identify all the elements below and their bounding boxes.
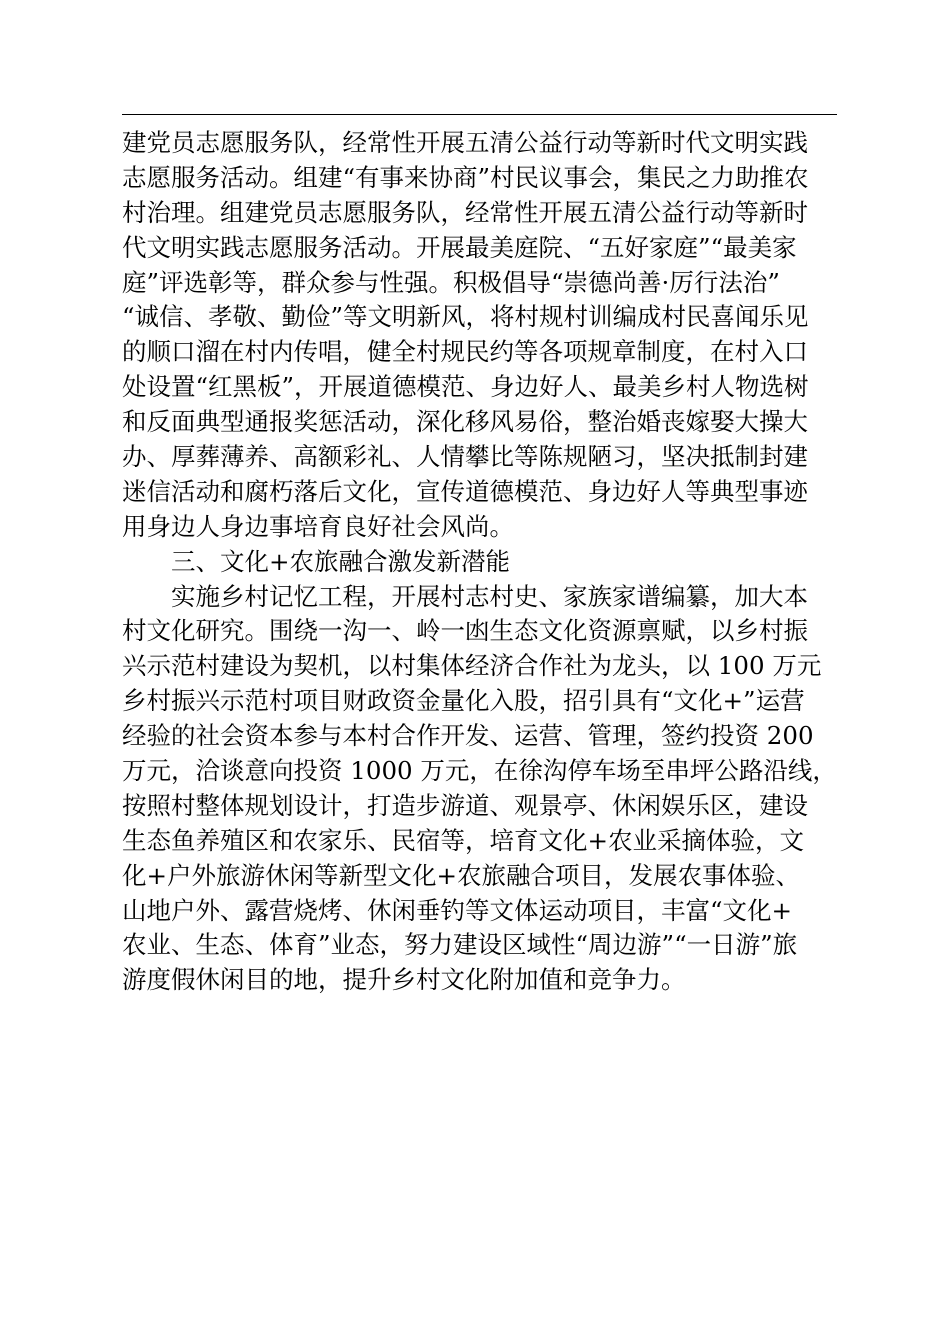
text-line: 代文明实践志愿服务活动。开展最美庭院、“五好家庭”“最美家 [122,232,797,262]
text-line: 山地户外、露营烧烤、休闲垂钓等文体运动项目，丰富“文化+ [122,895,793,925]
document-body [122,126,837,998]
paragraph-1 [122,126,837,545]
text-line: 志愿服务活动。组建“有事来协商”村民议事会，集民之力助推农 [122,162,809,192]
paragraph-2 [122,580,837,999]
text-line: 庭”评选彰等，群众参与性强。积极倡导“崇德尚善·厉行法治” [122,267,780,297]
text-line: 用身边人身边事培育良好社会风尚。 [122,511,514,541]
text-line: 经验的社会资本参与本村合作开发、运营、管理，签约投资 200 [122,721,814,751]
text-line: “诚信、孝敬、勤俭”等文明新风，将村规村训编成村民喜闻乐见 [122,302,809,332]
text-line: 的顺口溜在村内传唱，健全村规民约等各项规章制度，在村入口 [122,337,808,367]
text-line: 生态鱼养殖区和农家乐、民宿等，培育文化+农业采摘体验，文 [122,825,805,855]
text-line: 处设置“红黑板”，开展道德模范、身边好人、最美乡村人物选树 [122,372,809,402]
text-line: 按照村整体规划设计，打造步游道、观景亭、休闲娱乐区，建设 [122,790,808,820]
text-line: 万元，洽谈意向投资 1000 万元，在徐沟停车场至串坪公路沿线， [122,756,837,786]
header-rule [122,114,837,115]
text-line: 和反面典型通报奖惩活动，深化移风易俗，整治婚丧嫁娶大操大 [122,407,808,437]
text-line: 建党员志愿服务队，经常性开展五清公益行动等新时代文明实践 [122,128,808,157]
text-line: 迷信活动和腐朽落后文化，宣传道德模范、身边好人等典型事迹 [122,476,808,506]
section-heading: 三、文化+农旅融合激发新潜能 [171,546,511,576]
text-line: 乡村振兴示范村项目财政资金量化入股，招引具有“文化+”运营 [122,686,805,716]
text-line: 村治理。组建党员志愿服务队，经常性开展五清公益行动等新时 [122,197,808,227]
text-line: 实施乡村记忆工程，开展村志村史、家族家谱编纂，加大本 [171,581,808,611]
text-line: 游度假休闲目的地，提升乡村文化附加值和竞争力。 [122,965,686,995]
text-line: 办、厚葬薄养、高额彩礼、人情攀比等陈规陋习，坚决抵制封建 [122,442,808,472]
text-line: 农业、生态、体育”业态，努力建设区域性“周边游”“一日游”旅 [122,930,798,960]
text-line: 化+户外旅游休闲等新型文化+农旅融合项目，发展农事体验、 [122,860,801,890]
text-line: 兴示范村建设为契机，以村集体经济合作社为龙头，以 100 万元 [122,651,822,681]
text-line: 村文化研究。围绕一沟一、岭一凼生态文化资源禀赋，以乡村振 [122,616,808,646]
